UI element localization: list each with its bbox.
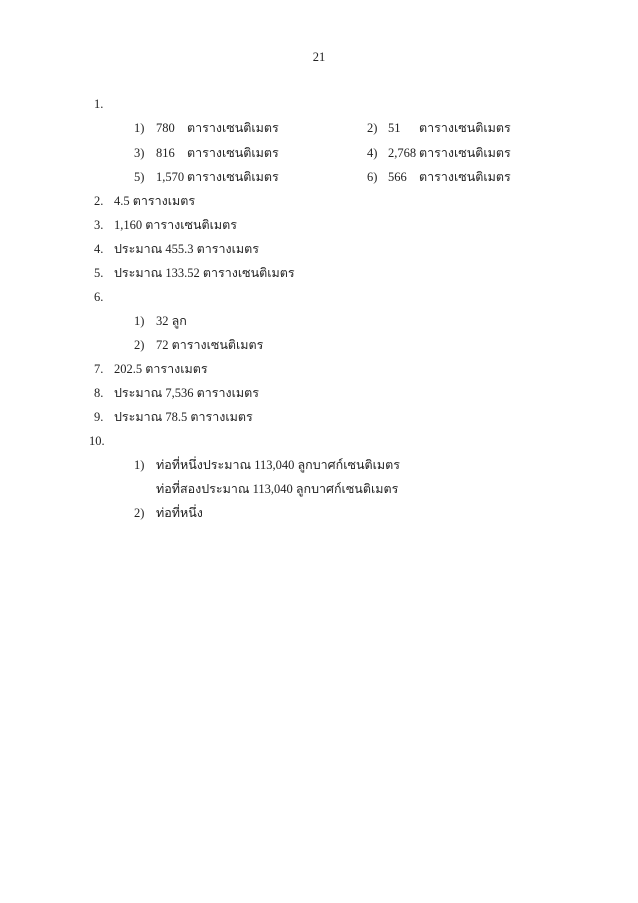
item-number: 2): [134, 506, 145, 520]
item-unit: ตารางเซนติเมตร: [419, 170, 511, 184]
item-unit: ตารางเซนติเมตร: [419, 146, 511, 160]
answer-text: ประมาณ 455.3 ตารางเมตร: [114, 242, 259, 256]
answer-number: 3.: [94, 218, 104, 232]
item-number: 1): [134, 314, 145, 328]
answer-1-number: 1.: [94, 97, 104, 111]
item-number: 5): [134, 170, 145, 184]
item-value: 780: [156, 121, 175, 135]
item-text: 72 ตารางเซนติเมตร: [156, 338, 264, 352]
answer-text: 202.5 ตารางเมตร: [114, 362, 208, 376]
item-unit: ตารางเซนติเมตร: [419, 121, 511, 135]
answer-number: 5.: [94, 266, 104, 280]
answer-number: 4.: [94, 242, 104, 256]
answer-number: 8.: [94, 386, 104, 400]
item-text: ท่อที่หนึ่ง: [156, 506, 203, 520]
item-number: 6): [367, 170, 378, 184]
item-text: ท่อที่หนึ่งประมาณ 113,040 ลูกบาศก์เซนติเมตร: [156, 458, 400, 472]
item-text: 32 ลูก: [156, 314, 187, 328]
item-unit: ตารางเซนติเมตร: [187, 170, 279, 184]
answer-text: ประมาณ 133.52 ตารางเซนติเมตร: [114, 266, 295, 280]
item-number: 3): [134, 146, 145, 160]
item-unit: ตารางเซนติเมตร: [187, 146, 279, 160]
item-value: 816: [156, 146, 175, 160]
item-value: 1,570: [156, 170, 185, 184]
answer-10-number: 10.: [89, 434, 105, 448]
answer-6-number: 6.: [94, 290, 104, 304]
item-value: 51: [388, 121, 401, 135]
page-number: 21: [312, 50, 326, 64]
answer-number: 2.: [94, 194, 104, 208]
item-value: 566: [388, 170, 407, 184]
answer-text: ประมาณ 78.5 ตารางเมตร: [114, 410, 253, 424]
item-number: 2): [134, 338, 145, 352]
item-number: 1): [134, 458, 145, 472]
answer-number: 7.: [94, 362, 104, 376]
item-number: 1): [134, 121, 145, 135]
item-unit: ตารางเซนติเมตร: [187, 121, 279, 135]
answer-number: 9.: [94, 410, 104, 424]
answer-text: ประมาณ 7,536 ตารางเมตร: [114, 386, 259, 400]
answer-text: 4.5 ตารางเมตร: [114, 194, 196, 208]
item-number: 2): [367, 121, 378, 135]
item-value: 2,768: [388, 146, 417, 160]
item-number: 4): [367, 146, 378, 160]
answer-text: 1,160 ตารางเซนติเมตร: [114, 218, 237, 232]
item-text: ท่อที่สองประมาณ 113,040 ลูกบาศก์เซนติเมตร: [156, 482, 399, 496]
